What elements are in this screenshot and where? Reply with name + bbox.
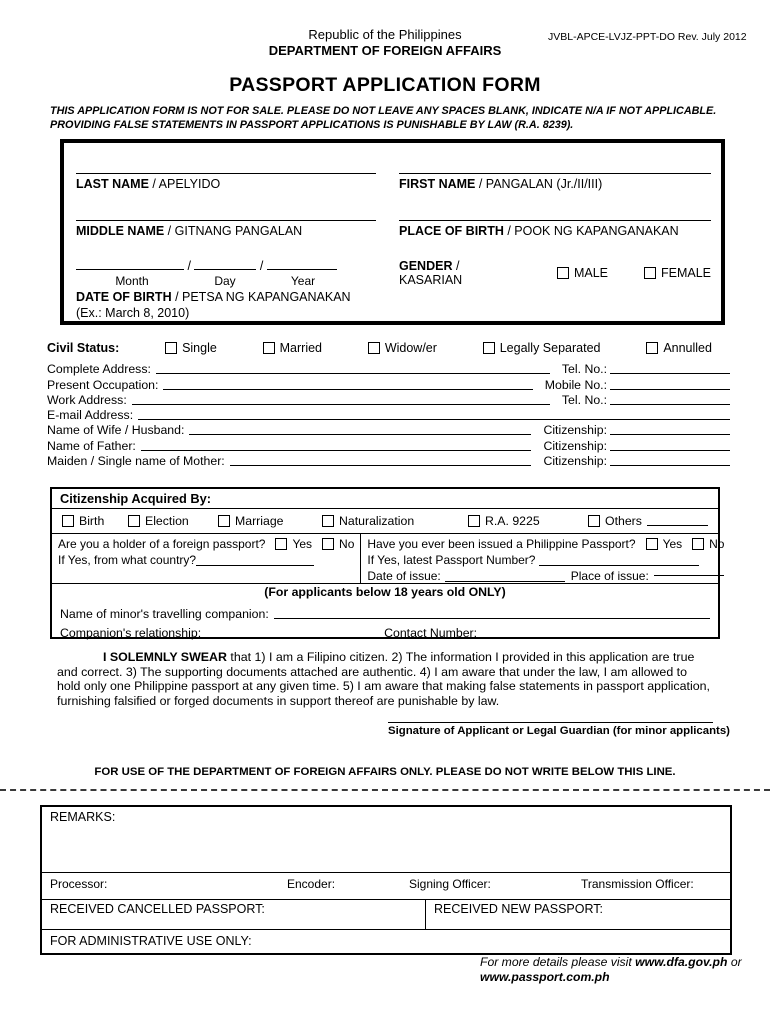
work-address-field[interactable]: [132, 404, 550, 405]
work-tel-field[interactable]: [610, 404, 730, 405]
remarks-label: REMARKS:: [50, 810, 116, 824]
birth-checkbox[interactable]: [62, 515, 74, 527]
passport-questions-row: [52, 534, 725, 584]
minor-section: [52, 600, 718, 640]
gender-label: GENDER / KASARIAN: [399, 259, 463, 287]
revision-code: JVBL-APCE-LVJZ-PPT-DO Rev. July 2012: [548, 31, 747, 43]
signature-label: Signature of Applicant or Legal Guardian (for minor applicants): [388, 725, 730, 737]
others-checkbox[interactable]: [588, 515, 600, 527]
dob-day-field[interactable]: [194, 258, 256, 270]
legally-separated-checkbox[interactable]: [483, 342, 495, 354]
agency-line-1: Republic of the Philippines: [308, 27, 462, 42]
oath-paragraph: I SOLEMNLY SWEAR that 1) I am a Filipino citizen. 2) The information I provided in this application are true and correct. 3) The supporting documents attached are authentic. 4) I am aware that under the law, I am allowed to hold only one Philippine passport at any given time. 5) I am aware that making false statements in passport application, furnishing falsified or forged documents in support thereof are punishable by law.: [57, 650, 710, 709]
received-cancelled-cell: RECEIVED CANCELLED PASSPORT:: [42, 900, 426, 929]
signature-block: [388, 722, 730, 737]
ph-passport-no-checkbox[interactable]: [692, 538, 704, 550]
civil-status-label: Civil Status:: [47, 341, 120, 355]
date-of-issue-field[interactable]: [445, 570, 565, 582]
place-of-birth-field[interactable]: [399, 220, 711, 221]
remarks-area[interactable]: [42, 807, 730, 873]
mother-name-field[interactable]: [230, 465, 532, 466]
citizenship-acquired-title: Citizenship Acquired By:: [52, 489, 718, 509]
foreign-passport-cell: Are you a holder of a foreign passport? Yes No If Yes, from what country?: [52, 534, 361, 583]
citizenship-box: [50, 487, 725, 640]
companion-contact-field[interactable]: [482, 637, 710, 638]
foreign-country-field[interactable]: [196, 554, 314, 566]
date-of-birth-line: / /: [76, 258, 337, 273]
dob-unit-labels: [76, 274, 356, 288]
foreign-passport-no-checkbox[interactable]: [322, 538, 334, 550]
year-label: Year: [290, 274, 316, 288]
contact-section: [47, 361, 730, 468]
passport-url: www.passport.com.ph: [480, 970, 610, 984]
companion-relationship-field[interactable]: [204, 637, 374, 638]
footer-note: For more details please visit www.dfa.gov.ph or www.passport.com.ph: [480, 955, 760, 985]
civil-status-row: [47, 341, 712, 355]
companion-relationship-row: Companion's relationship: Contact Number:: [60, 621, 710, 640]
cut-line: [0, 789, 770, 791]
complete-address-field[interactable]: [156, 373, 550, 374]
minor-companion-row: Name of minor's travelling companion:: [60, 602, 710, 621]
last-name-field[interactable]: [76, 173, 376, 174]
latest-passport-number-field[interactable]: [539, 554, 699, 566]
not-for-sale-notice: THIS APPLICATION FORM IS NOT FOR SALE. PLEASE DO NOT LEAVE ANY SPACES BLANK, INDICATE N/A IF NOT APPLICABLE. PROVIDING FALSE STATEMENTS IN PASSPORT APPLICATIONS IS PUNISHABLE BY LAW (R.A. 8239).: [50, 105, 717, 131]
officers-row: [42, 873, 730, 900]
processor-label: Processor:: [50, 877, 108, 891]
date-of-birth-label: DATE OF BIRTH / PETSA NG KAPANGANAKAN: [76, 290, 351, 304]
widower-checkbox[interactable]: [368, 342, 380, 354]
father-row: Name of Father: Citizenship:: [47, 437, 730, 452]
first-name-field[interactable]: [399, 173, 711, 174]
civil-status-option-married: Married: [263, 341, 322, 355]
mother-citizenship-field[interactable]: [610, 465, 730, 466]
male-checkbox[interactable]: [557, 267, 569, 279]
form-title: PASSPORT APPLICATION FORM: [229, 74, 541, 96]
agency-line-2: DEPARTMENT OF FOREIGN AFFAIRS: [268, 43, 502, 58]
spouse-citizenship-field[interactable]: [610, 434, 730, 435]
ph-passport-yes-checkbox[interactable]: [646, 538, 658, 550]
dob-year-field[interactable]: [267, 258, 337, 270]
present-occupation-row: Present Occupation: Mobile No.:: [47, 376, 730, 391]
minor-companion-field[interactable]: [274, 618, 710, 619]
citizenship-option-marriage: Marriage: [218, 514, 322, 528]
citizenship-option-birth: Birth: [62, 514, 128, 528]
ra9225-checkbox[interactable]: [468, 515, 480, 527]
email-field[interactable]: [138, 419, 730, 420]
dfa-remarks-box: [40, 805, 732, 955]
email-row: E-mail Address:: [47, 407, 730, 422]
gender-option-male: MALE: [557, 266, 608, 280]
spouse-name-field[interactable]: [189, 434, 531, 435]
spouse-row: Name of Wife / Husband: Citizenship:: [47, 422, 730, 437]
civil-status-option-annulled: Annulled: [646, 341, 712, 355]
father-name-field[interactable]: [141, 450, 532, 451]
civil-status-option-single: Single: [165, 341, 217, 355]
dob-month-field[interactable]: [76, 258, 184, 270]
dob-example: (Ex.: March 8, 2010): [76, 306, 190, 320]
others-specify-field[interactable]: [647, 525, 708, 526]
minor-section-header: (For applicants below 18 years old ONLY): [264, 585, 506, 599]
day-label: Day: [214, 274, 236, 288]
dfa-url: www.dfa.gov.ph: [635, 955, 728, 969]
mobile-no-field[interactable]: [610, 389, 730, 390]
dfa-use-only-notice: FOR USE OF THE DEPARTMENT OF FOREIGN AFFAIRS ONLY. PLEASE DO NOT WRITE BELOW THIS LINE.: [94, 766, 676, 778]
civil-status-option-legally-separated: Legally Separated: [483, 341, 601, 355]
foreign-passport-yes-checkbox[interactable]: [275, 538, 287, 550]
month-label: Month: [115, 274, 149, 288]
place-of-birth-label: PLACE OF BIRTH / POOK NG KAPANGANAKAN: [399, 224, 679, 238]
work-address-row: Work Address: Tel. No.:: [47, 392, 730, 407]
middle-name-label: MIDDLE NAME / GITNANG PANGALAN: [76, 224, 303, 238]
received-new-cell: RECEIVED NEW PASSPORT:: [434, 902, 604, 916]
citizenship-option-ra9225: R.A. 9225: [468, 514, 588, 528]
civil-status-option-widower: Widow/er: [368, 341, 437, 355]
citizenship-option-election: Election: [128, 514, 218, 528]
present-occupation-field[interactable]: [163, 389, 532, 390]
gender-row: [399, 259, 711, 287]
received-passport-row: [42, 900, 730, 930]
citizenship-options-row: [52, 509, 718, 534]
philippine-passport-cell: Have you ever been issued a Philippine Passport? Yes No If Yes, latest Passport Number? Date of issue: Place of issue:: [367, 537, 725, 583]
home-tel-field[interactable]: [610, 373, 730, 374]
signing-officer-label: Signing Officer:: [409, 877, 491, 891]
annulled-checkbox[interactable]: [646, 342, 658, 354]
single-checkbox[interactable]: [165, 342, 177, 354]
gender-option-female: FEMALE: [644, 266, 711, 280]
first-name-label: FIRST NAME / PANGALAN (Jr./II/III): [399, 177, 603, 191]
married-checkbox[interactable]: [263, 342, 275, 354]
female-checkbox[interactable]: [644, 267, 656, 279]
mother-row: Maiden / Single name of Mother: Citizenship:: [47, 453, 730, 468]
complete-address-row: Complete Address: Tel. No.:: [47, 361, 730, 376]
father-citizenship-field[interactable]: [610, 450, 730, 451]
marriage-checkbox[interactable]: [218, 515, 230, 527]
place-of-issue-field[interactable]: [654, 575, 725, 576]
middle-name-field[interactable]: [76, 220, 376, 221]
last-name-label: LAST NAME / APELYIDO: [76, 177, 221, 191]
transmission-officer-label: Transmission Officer:: [581, 877, 694, 891]
administrative-use-row: FOR ADMINISTRATIVE USE ONLY:: [50, 934, 252, 948]
election-checkbox[interactable]: [128, 515, 140, 527]
encoder-label: Encoder:: [287, 877, 336, 891]
citizenship-option-others: Others: [588, 514, 708, 528]
personal-data-box: [60, 139, 725, 325]
naturalization-checkbox[interactable]: [322, 515, 334, 527]
citizenship-option-naturalization: Naturalization: [322, 514, 468, 528]
